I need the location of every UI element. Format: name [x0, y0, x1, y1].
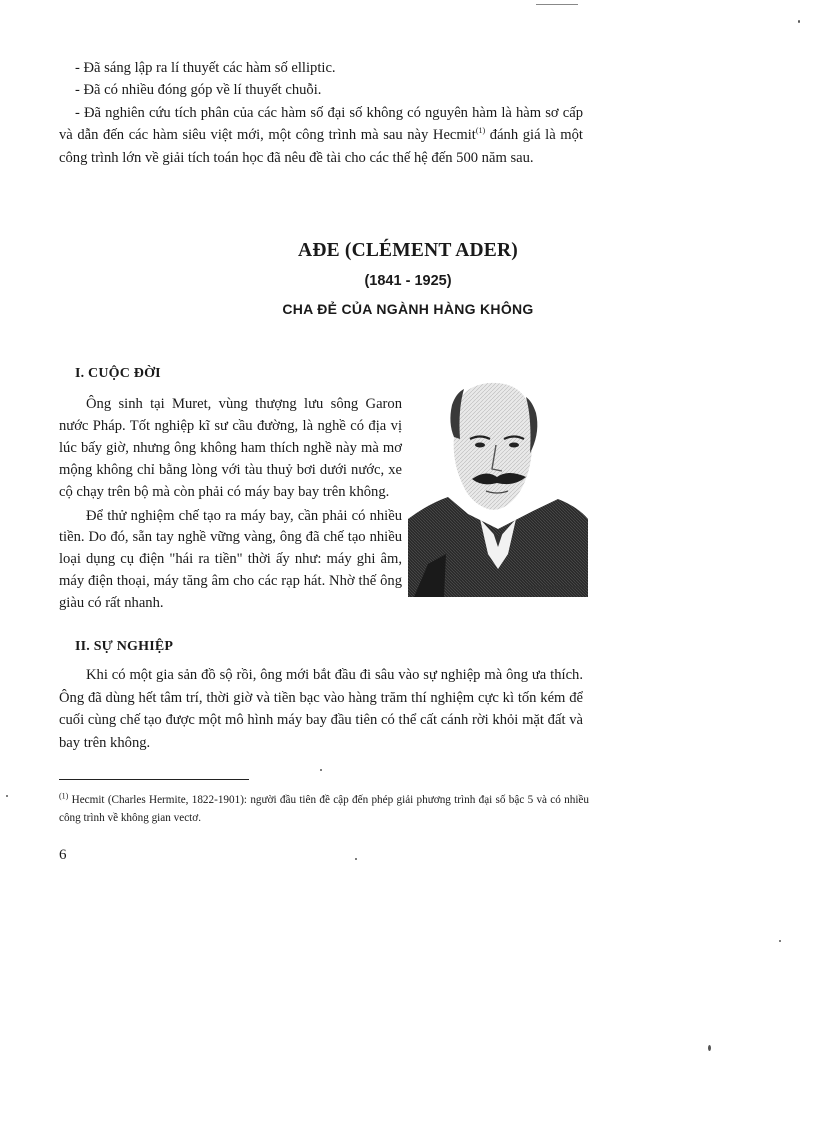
footnote-reference: (1)	[475, 126, 486, 136]
paragraph: Ông sinh tại Muret, vùng thượng lưu sông Garon nước Pháp. Tốt nghiệp kĩ sư cầu đường, là nghề có địa vị lúc bấy giờ, nhưng ông không ham thích nghề này mà mơ mộng không chỉ bằng lòng với tàu thuỷ bơi dưới nước, xe cộ chạy trên bộ mà còn phải có máy bay bay trên không.	[59, 396, 402, 500]
portrait-image	[408, 379, 588, 597]
footnote-mark: (1)	[59, 791, 69, 801]
scan-speck	[355, 858, 357, 860]
footnote-text: Hecmit (Charles Hermite, 1822-1901): người đầu tiên đề cập đến phép giải phương trình đại số bậc 5 và có nhiều công trình về không gian vectơ.	[59, 794, 589, 824]
scan-speck	[708, 1045, 711, 1051]
bullet-list	[59, 57, 583, 169]
bullet-text: - Đã nghiên cứu tích phân của các hàm số đại số không có nguyên hàm là hàm sơ cấp và dẫn đến các hàm siêu việt mới, một công trình mà sau này Hecmit	[59, 104, 583, 144]
life-section-text	[59, 394, 402, 615]
bullet-text-continued: đánh giá là một công trình lớn về giải tích toán học đã nêu đề tài cho các thế hệ đến 500 năm sau.	[59, 127, 583, 166]
scan-mark	[536, 4, 578, 5]
paragraph: Khi có một gia sản đồ sộ rồi, ông mới bắt đầu đi sâu vào sự nghiệp mà ông ưa thích. Ông đã dùng hết tâm trí, thời giờ và tiền bạc vào hàng trăm thí nghiệm cực kì tốn kém để cuối cùng chế tạo được một mô hình máy bay đầu tiên có thể cất cánh rời khỏi mặt đất và bay trên không.	[59, 667, 583, 751]
article-subtitle: CHA ĐẺ CỦA NGÀNH HÀNG KHÔNG	[282, 301, 534, 317]
scan-speck	[779, 940, 781, 942]
paragraph: Để thử nghiệm chế tạo ra máy bay, cần phải có nhiều tiền. Do đó, sẵn tay nghề vững vàng, ông đã chế tạo nhiều loại dụng cụ điện "hái ra tiền" thời ấy như: máy ghi âm, máy điện thoại, máy tăng âm cho các rạp hát. Nhờ thế ông giàu có rất nhanh.	[59, 507, 402, 612]
bullet-item: - Đã sáng lập ra lí thuyết các hàm số elliptic.	[75, 60, 336, 76]
career-section-text	[59, 664, 583, 754]
page-number: 6	[59, 847, 67, 863]
scan-speck	[320, 769, 322, 771]
footnote	[59, 792, 589, 827]
footnote-divider	[59, 779, 249, 780]
article-title: AĐE (CLÉMENT ADER)	[298, 240, 518, 261]
section-heading-career: II. SỰ NGHIỆP	[75, 639, 174, 654]
scan-speck	[6, 795, 8, 797]
bullet-item	[59, 102, 583, 169]
article-years: (1841 - 1925)	[364, 273, 452, 289]
section-heading-life: I. CUỘC ĐỜI	[75, 366, 161, 381]
bullet-item: - Đã có nhiều đóng góp về lí thuyết chuỗi.	[75, 82, 322, 99]
scan-speck	[798, 20, 800, 23]
